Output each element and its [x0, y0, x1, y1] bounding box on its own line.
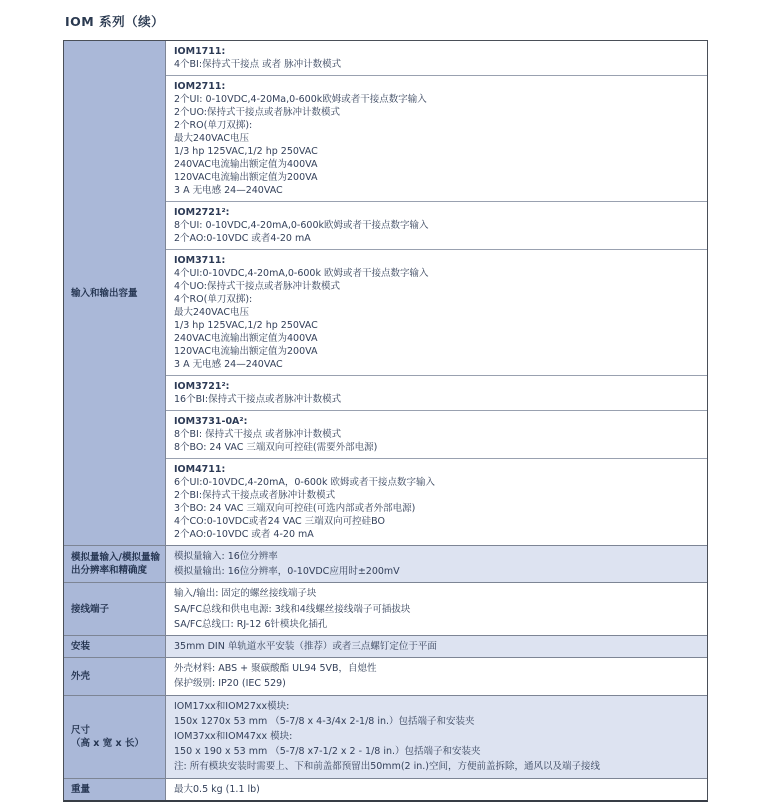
model-header: IOM3711:	[174, 255, 226, 266]
row-value	[166, 546, 707, 582]
spec-line: 240VAC电流输出额定值为400VA	[174, 159, 318, 170]
table-row	[64, 582, 707, 635]
spec-line: 保护级别: IP20 (IEC 529)	[174, 678, 286, 690]
spec-line: 1/3 hp 125VAC,1/2 hp 250VAC	[174, 146, 318, 157]
table-row	[64, 695, 707, 778]
table-row	[64, 657, 707, 694]
spec-line: 注: 所有模块安装时需要上、下和前盖都预留出50mm(2 in.)空间，方便前盖拆除，通风以及端子接线	[174, 761, 600, 773]
model-header: IOM4711:	[174, 464, 226, 475]
spec-line: 4个UI:0-10VDC,4-20mA,0-600k 欧姆或者干接点数字输入	[174, 268, 429, 279]
spec-line: 2个AO:0-10VDC 或者4-20 mA	[174, 233, 311, 244]
spec-line: IOM17xx和IOM27xx模块:	[174, 700, 290, 712]
row-label-line: 输入和输出容量	[71, 287, 138, 299]
spec-line: 8个BO: 24 VAC 三端双向可控硅(需要外部电源)	[174, 442, 378, 453]
model-header: IOM2721²:	[174, 207, 230, 218]
row-label	[64, 41, 166, 545]
spec-line: 模拟量输入: 16位分辨率	[174, 551, 278, 562]
table-row	[64, 778, 707, 800]
spec-line: 4个CO:0-10VDC或者24 VAC 三端双向可控硅BO	[174, 516, 386, 527]
model-header: IOM3731-0A²:	[174, 416, 248, 427]
row-label	[64, 583, 166, 635]
table-row	[64, 635, 707, 657]
spec-group	[166, 375, 707, 410]
row-label	[64, 696, 166, 778]
spec-line: 1/3 hp 125VAC,1/2 hp 250VAC	[174, 320, 318, 331]
spec-line: SA/FC总线口: RJ-12 6针模块化插孔	[174, 618, 328, 630]
row-value	[166, 41, 707, 545]
spec-line: 2个BI:保持式干接点或者脉冲计数模式	[174, 490, 336, 501]
spec-group	[166, 458, 707, 545]
spec-line: 6个UI:0-10VDC,4-20mA，0-600k 欧姆或者干接点数字输入	[174, 477, 435, 488]
row-value	[166, 658, 707, 694]
row-label	[64, 636, 166, 657]
row-label-line: 重量	[71, 783, 91, 795]
table-row	[64, 41, 707, 545]
spec-line: 4个UO:保持式干接点或者脉冲计数模式	[174, 281, 341, 292]
spec-line: 2个RO(单刀双掷):	[174, 120, 253, 131]
spec-line: 150x 1270x 53 mm （5-7/8 x 4-3/4x 2-1/8 in.）包括端子和安装夹	[174, 715, 475, 727]
spec-line: SA/FC总线和供电电源: 3线和4线螺丝接线端子可插拔块	[174, 603, 411, 615]
spec-line: 最大0.5 kg (1.1 lb)	[174, 783, 260, 795]
table-row	[64, 545, 707, 582]
spec-line: 2个AO:0-10VDC 或者 4-20 mA	[174, 529, 314, 540]
row-label-line: 安装	[71, 641, 91, 653]
spec-line: 4个BI:保持式干接点 或者 脉冲计数模式	[174, 59, 342, 70]
spec-line: 120VAC电流输出额定值为200VA	[174, 346, 318, 357]
model-header: IOM2711:	[174, 81, 226, 92]
spec-group	[166, 249, 707, 375]
spec-line: 3 A 无电感 24—240VAC	[174, 359, 283, 370]
spec-line: 模拟量输出: 16位分辨率，0-10VDC应用时±200mV	[174, 566, 400, 578]
spec-line: 输入/输出: 固定的螺丝接线端子块	[174, 588, 317, 600]
row-value	[166, 583, 707, 635]
spec-group	[166, 201, 707, 249]
page-title: IOM 系列（续）	[65, 14, 165, 29]
spec-line: 3 A 无电感 24—240VAC	[174, 185, 283, 196]
spec-line: 3个BO: 24 VAC 三端双向可控硅(可选内部或者外部电源)	[174, 503, 416, 514]
spec-line: 最大240VAC电压	[174, 307, 249, 318]
row-label-line: （高 x 宽 x 长）	[71, 737, 144, 749]
spec-line: 8个BI: 保持式干接点 或者脉冲计数模式	[174, 429, 342, 440]
spec-table	[63, 40, 708, 802]
row-label-line: 尺寸	[71, 724, 91, 736]
spec-line: 外壳材料: ABS + 聚碳酸酯 UL94 5VB，自熄性	[174, 663, 377, 675]
spec-line: 240VAC电流输出额定值为400VA	[174, 333, 318, 344]
spec-line: 8个UI: 0-10VDC,4-20mA,0-600k欧姆或者干接点数字输入	[174, 220, 429, 231]
spec-line: 最大240VAC电压	[174, 133, 249, 144]
spec-line: 2个UI: 0-10VDC,4-20Ma,0-600k欧姆或者干接点数字输入	[174, 94, 427, 105]
spec-line: 150 x 190 x 53 mm （5-7/8 x7-1/2 x 2 - 1/8 in.）包括端子和安装夹	[174, 746, 481, 758]
model-header: IOM1711:	[174, 46, 226, 57]
row-label-line: 接线端子	[71, 603, 110, 615]
model-header: IOM3721²:	[174, 381, 230, 392]
row-label-line: 外壳	[71, 670, 91, 682]
spec-line: 4个RO(单刀双掷):	[174, 294, 253, 305]
spec-line: 35mm DIN 单轨道水平安装（推荐）或者三点螺钉定位于平面	[174, 641, 437, 653]
spec-group	[166, 41, 707, 75]
spec-line: IOM37xx和IOM47xx 模块:	[174, 731, 293, 743]
row-value	[166, 696, 707, 778]
row-label	[64, 658, 166, 694]
spec-line: 2个UO:保持式干接点或者脉冲计数模式	[174, 107, 341, 118]
spec-group	[166, 75, 707, 201]
spec-group	[166, 410, 707, 458]
row-value	[166, 779, 707, 800]
row-label-line: 模拟量输入/模拟量输出分辨率和精确度	[71, 552, 160, 577]
row-label	[64, 546, 166, 582]
spec-line: 16个BI:保持式干接点或者脉冲计数模式	[174, 394, 342, 405]
spec-line: 120VAC电流输出额定值为200VA	[174, 172, 318, 183]
row-value	[166, 636, 707, 657]
row-label	[64, 779, 166, 800]
